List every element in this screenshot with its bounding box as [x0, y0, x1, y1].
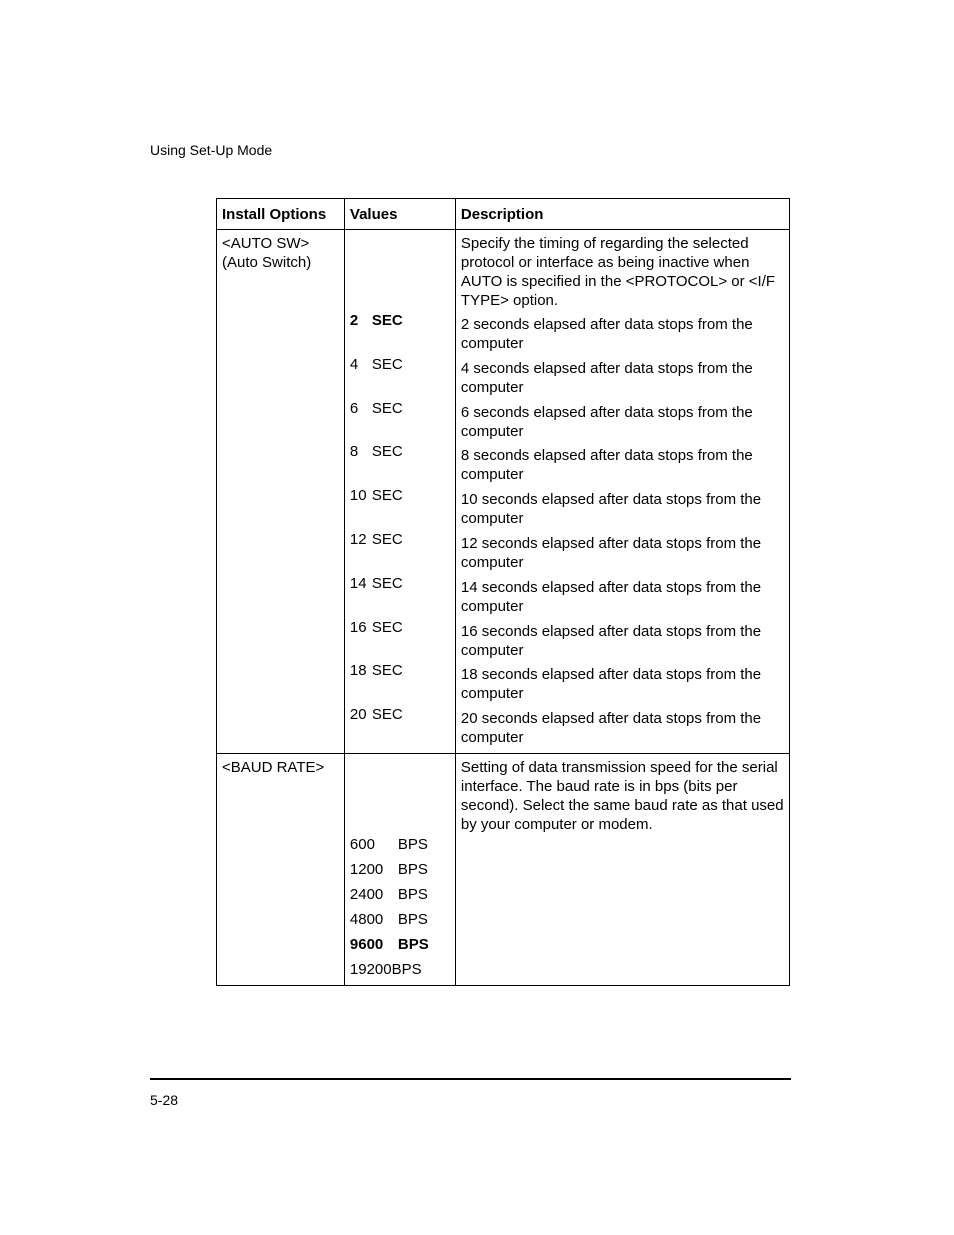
- install-options-table: [216, 198, 790, 986]
- auto-sw-value: [350, 486, 450, 530]
- value-number: 10: [349, 487, 367, 505]
- header-install-options: Install Options: [217, 199, 345, 230]
- baud-rate-value: [350, 910, 450, 935]
- auto-sw-value: [350, 399, 450, 443]
- value-unit: SEC: [371, 312, 403, 329]
- value-unit: BPS: [397, 860, 428, 878]
- value-number: 9600: [349, 935, 384, 953]
- description-intro-auto-sw: Specify the timing of regarding the selected protocol or interface as being inactive when AUTO is specified in the <PROTOCOL> or <I/F TYPE> option.: [460, 235, 776, 309]
- description-intro-baud-rate: Setting of data transmission speed for the serial interface. The baud rate is in bps (bits per second). Select the same baud rate as that used by your computer or modem.: [460, 758, 784, 833]
- description-cell-auto-sw: [455, 230, 789, 754]
- value-number: 4: [349, 355, 359, 373]
- table-row-auto-sw: [217, 230, 790, 754]
- baud-rate-value: [350, 960, 450, 985]
- value-unit: BPS: [397, 935, 429, 953]
- auto-sw-value-description: 6 seconds elapsed after data stops from the computer: [460, 403, 753, 440]
- value-unit: BPS: [397, 835, 428, 853]
- value-unit: SEC: [371, 487, 403, 505]
- value-unit: SEC: [371, 399, 403, 417]
- header-description: Description: [455, 199, 789, 230]
- value-number: 2: [349, 312, 359, 329]
- auto-sw-value: [350, 661, 450, 705]
- value-number: 6: [349, 399, 359, 417]
- running-head: Using Set-Up Mode: [150, 142, 273, 158]
- value-number: 14: [349, 574, 367, 592]
- value-number: 600: [349, 835, 375, 853]
- auto-sw-value: [350, 618, 450, 662]
- table-header-row: [217, 199, 790, 230]
- option-cell-baud-rate: [217, 753, 345, 985]
- auto-sw-value-description: 12 seconds elapsed after data stops from the computer: [460, 534, 762, 571]
- auto-sw-value: [350, 355, 450, 399]
- auto-sw-value-description: 10 seconds elapsed after data stops from the computer: [460, 491, 762, 528]
- option-sublabel-auto-sw: (Auto Switch): [222, 254, 312, 271]
- value-number: 4800: [349, 910, 384, 928]
- baud-rate-value: [350, 860, 450, 885]
- auto-sw-value-description: 2 seconds elapsed after data stops from the computer: [460, 316, 753, 352]
- value-number: 8: [349, 443, 359, 461]
- value-unit: SEC: [371, 574, 403, 592]
- value-unit: BPS: [397, 910, 428, 928]
- auto-sw-value: [350, 705, 450, 749]
- auto-sw-value-description: 18 seconds elapsed after data stops from the computer: [460, 666, 762, 703]
- baud-rate-value: [350, 935, 450, 960]
- auto-sw-value-description: 8 seconds elapsed after data stops from the computer: [460, 447, 753, 484]
- page-number: 5-28: [150, 1092, 179, 1108]
- auto-sw-value-description: 4 seconds elapsed after data stops from the computer: [460, 359, 753, 396]
- value-number: 2400: [349, 885, 384, 903]
- value-number: 12: [349, 530, 367, 548]
- auto-sw-value: [350, 530, 450, 574]
- value-unit: SEC: [371, 662, 403, 680]
- auto-sw-value-description: 14 seconds elapsed after data stops from the computer: [460, 578, 762, 615]
- value-number: 18: [349, 662, 367, 680]
- value-unit: SEC: [371, 706, 403, 724]
- values-cell-auto-sw: [344, 230, 455, 754]
- value-unit: SEC: [371, 530, 403, 548]
- value-number: 16: [349, 618, 367, 636]
- option-cell-auto-sw: [217, 230, 345, 754]
- auto-sw-value: [350, 442, 450, 486]
- value-unit: SEC: [371, 355, 403, 373]
- value-unit: BPS: [391, 960, 422, 978]
- auto-sw-value: [350, 574, 450, 618]
- baud-rate-value: [350, 835, 450, 860]
- value-unit: SEC: [371, 443, 403, 461]
- description-cell-baud-rate: [455, 753, 789, 985]
- value-number: 20: [349, 706, 367, 724]
- auto-sw-value-description: 16 seconds elapsed after data stops from the computer: [460, 622, 762, 659]
- table-row-baud-rate: [217, 753, 790, 985]
- baud-rate-value: [350, 885, 450, 910]
- option-label-auto-sw: <AUTO SW>: [222, 235, 310, 252]
- value-unit: SEC: [371, 618, 403, 636]
- value-number: 1200: [349, 860, 384, 878]
- header-values: Values: [344, 199, 455, 230]
- value-number: 19200: [349, 960, 392, 978]
- auto-sw-value-description: 20 seconds elapsed after data stops from the computer: [460, 710, 762, 747]
- value-unit: BPS: [397, 885, 428, 903]
- auto-sw-value: [350, 311, 450, 355]
- footer-rule: [150, 1078, 791, 1080]
- values-cell-baud-rate: [344, 753, 455, 985]
- option-label-baud-rate: <BAUD RATE>: [222, 758, 325, 776]
